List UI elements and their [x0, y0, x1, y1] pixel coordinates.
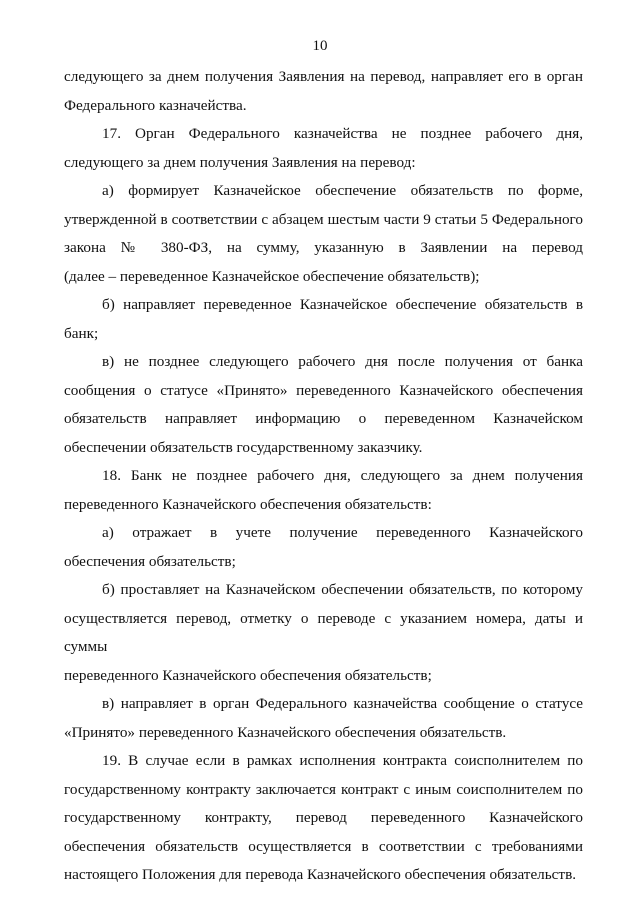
text-line: переведенного Казначейского обеспечения обязательств: — [64, 495, 432, 513]
text-line: сообщения о статусе «Принято» переведенного Казначейского обеспечения — [64, 381, 583, 399]
text-line: б) проставляет на Казначейском обеспечении обязательств, по которому — [102, 581, 583, 598]
paragraph-p18a — [64, 519, 583, 576]
text-line: в) не позднее следующего рабочего дня после получения от банка — [102, 353, 583, 370]
page-number: 10 — [312, 38, 328, 54]
text-line: осуществляется перевод, отметку о переводе с указанием номера, даты и суммы — [64, 609, 583, 655]
paragraph-p17b — [64, 291, 583, 348]
text-line: 19. В случае если в рамках исполнения контракта соисполнителем по — [102, 752, 583, 769]
text-line: обеспечения обязательств; — [64, 552, 236, 570]
text-line: (далее – переведенное Казначейское обеспечение обязательств); — [64, 267, 480, 285]
text-line: переведенного Казначейского обеспечения обязательств; — [64, 666, 432, 684]
text-line: настоящего Положения для перевода Казначейского обеспечения обязательств. — [64, 866, 577, 883]
paragraph-p17a — [64, 177, 583, 291]
paragraph-p0 — [64, 63, 583, 120]
paragraph-p18c — [64, 690, 583, 747]
text-line: следующего за днем получения Заявления на перевод, направляет его в орган — [64, 68, 583, 85]
paragraph-p18b — [64, 576, 583, 690]
text-line: закона № 380-ФЗ, на сумму, указанную в Заявлении на перевод — [64, 239, 583, 256]
paragraph-p17c — [64, 348, 583, 462]
text-line: обеспечения обязательств осуществляется в соответствии с требованиями — [64, 837, 583, 855]
text-line: 17. Орган Федерального казначейства не позднее рабочего дня, — [102, 125, 583, 142]
paragraph-p19 — [64, 747, 583, 890]
text-line: государственному контракту заключается контракт с иным соисполнителем по — [64, 780, 583, 798]
text-line: утвержденной в соответствии с абзацем шестым части 9 статьи 5 Федерального — [64, 210, 583, 228]
text-line: обеспечении обязательств государственному заказчику. — [64, 438, 423, 456]
document-body — [64, 63, 583, 890]
text-line: а) формирует Казначейское обеспечение обязательств по форме, — [102, 182, 583, 199]
text-line: а) отражает в учете получение переведенного Казначейского — [102, 524, 583, 541]
text-line: б) направляет переведенное Казначейское обеспечение обязательств в — [102, 296, 583, 313]
paragraph-p18 — [64, 462, 583, 519]
text-line: Федерального казначейства. — [64, 96, 247, 114]
text-line: государственному контракту, перевод переведенного Казначейского — [64, 809, 583, 826]
text-line: в) направляет в орган Федерального казначейства сообщение о статусе — [102, 695, 583, 712]
text-line: банк; — [64, 324, 99, 342]
paragraph-p17 — [64, 120, 583, 177]
text-line: 18. Банк не позднее рабочего дня, следующего за днем получения — [102, 467, 583, 484]
text-line: следующего за днем получения Заявления на перевод: — [64, 153, 416, 171]
text-line: «Принято» переведенного Казначейского обеспечения обязательств. — [64, 723, 507, 741]
text-line: обязательств направляет информацию о переведенном Казначейском — [64, 410, 583, 427]
